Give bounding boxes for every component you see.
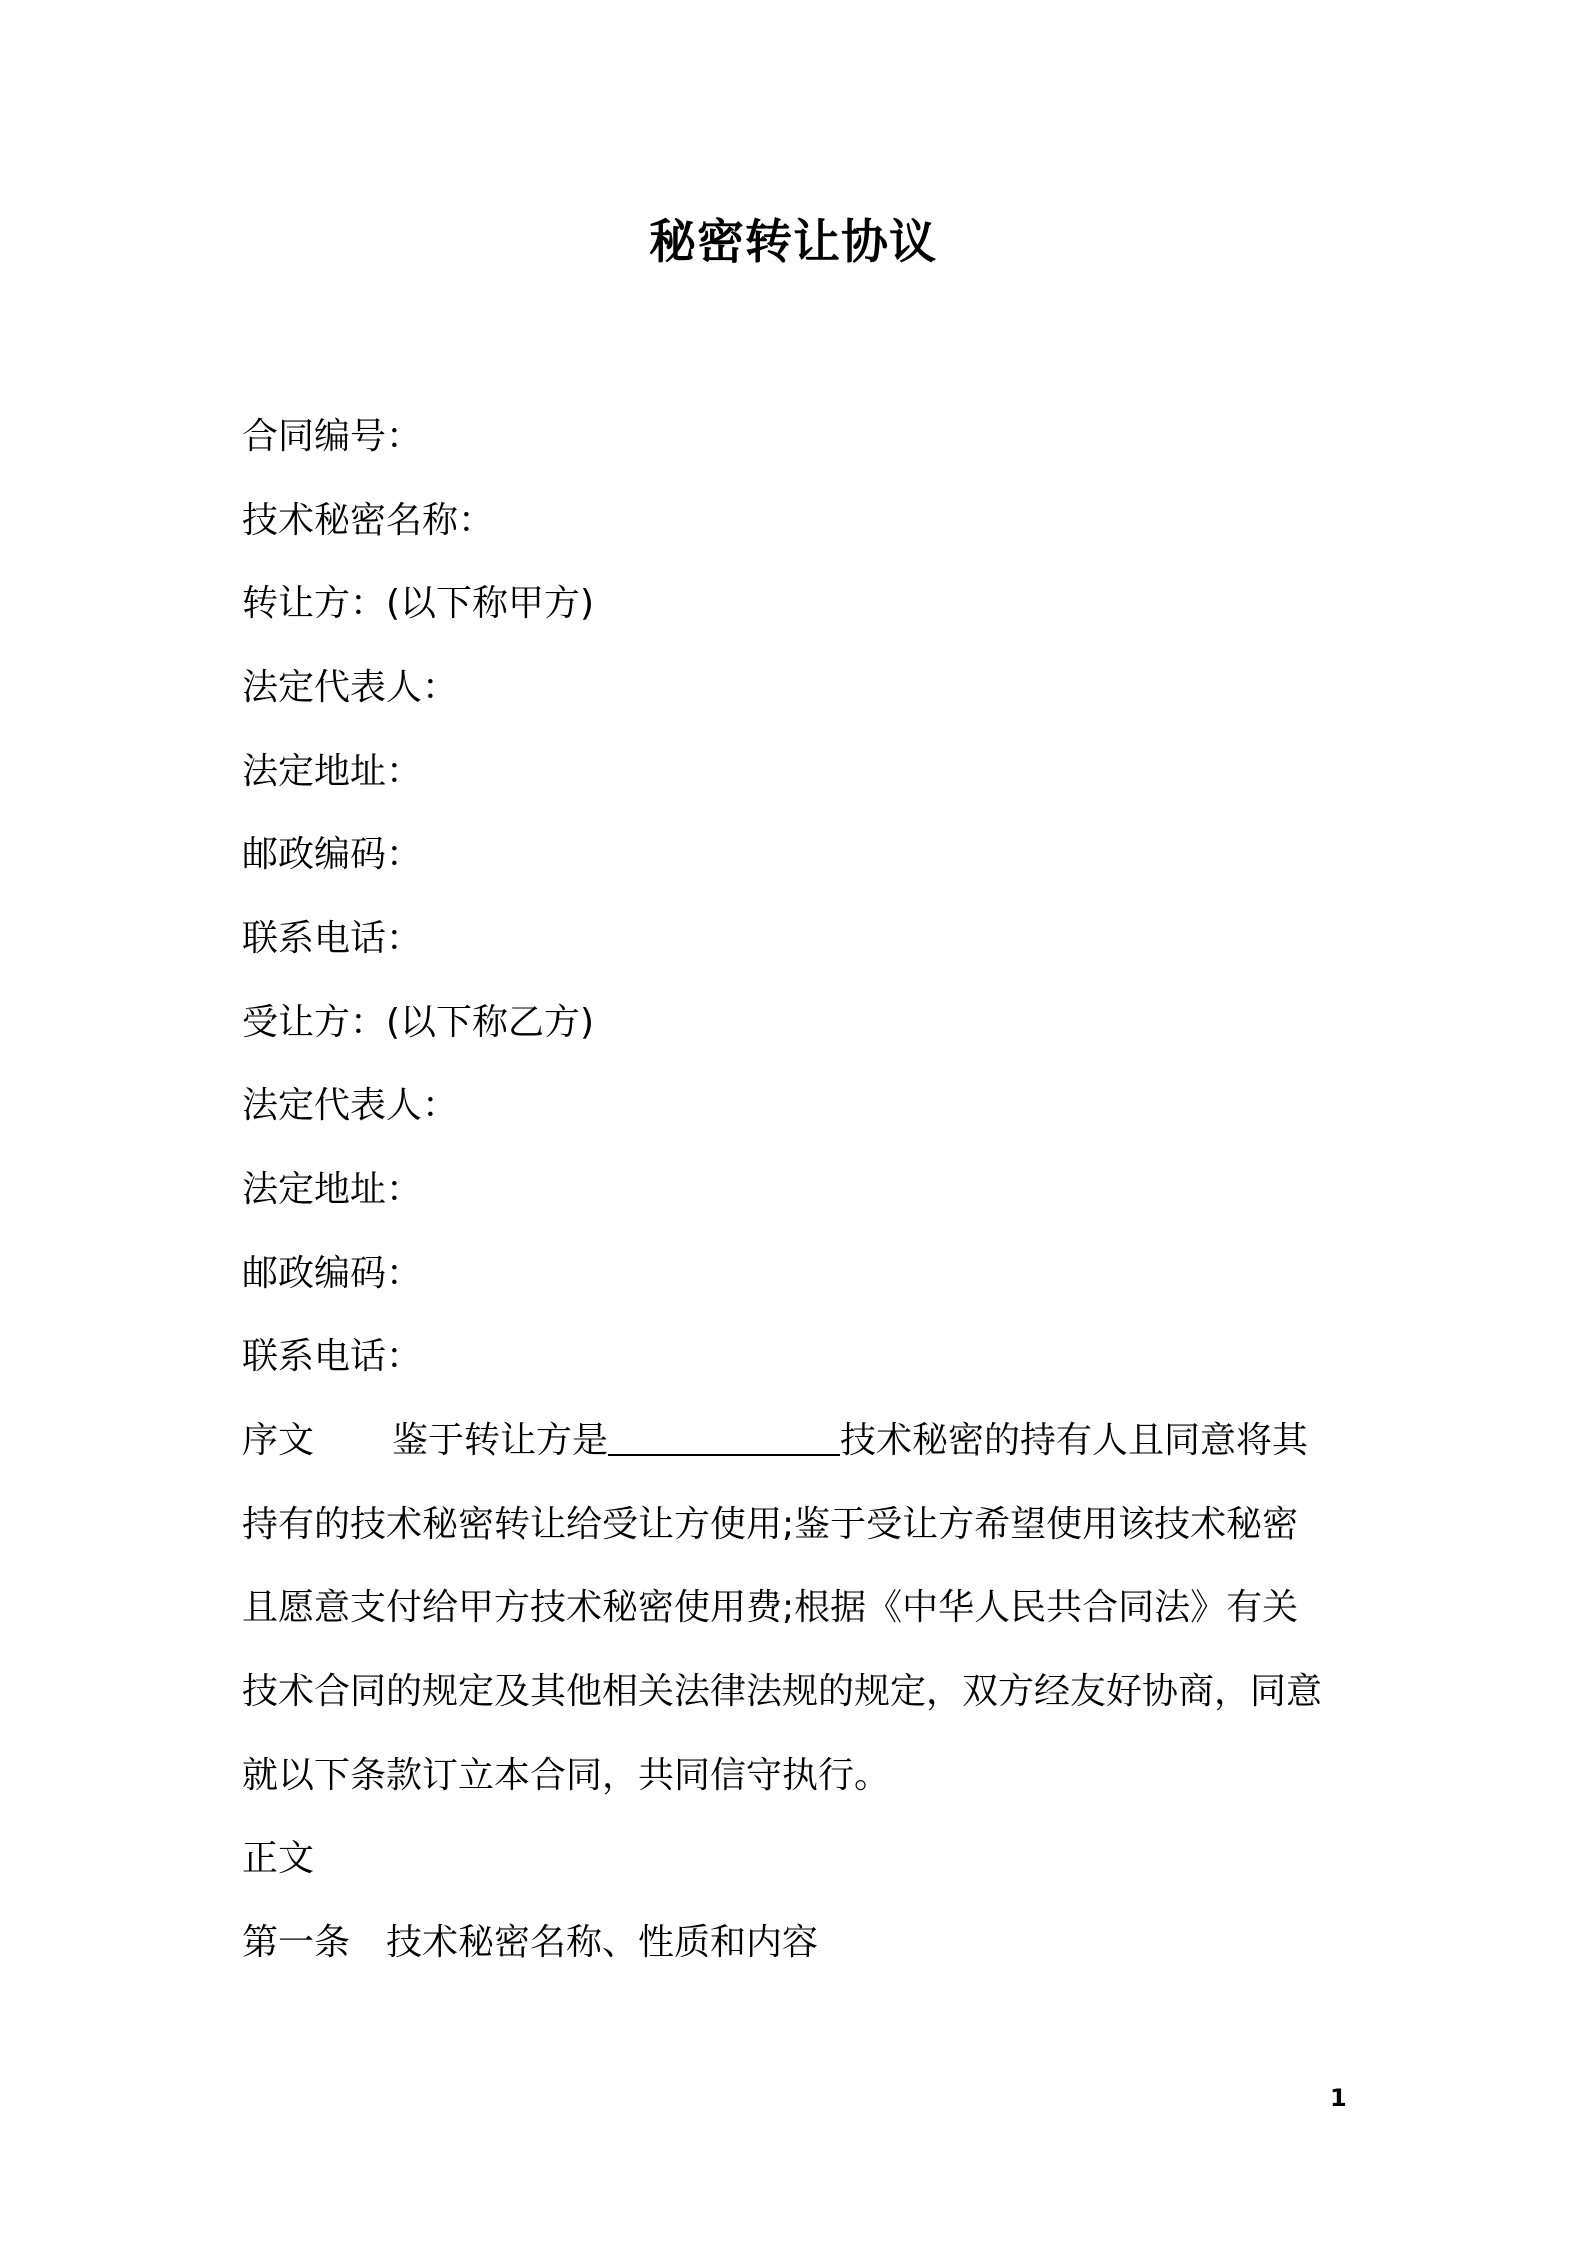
- field-transferor-address: 法定地址：: [242, 751, 423, 792]
- preamble-line-3: 且愿意支付给甲方技术秘密使用费;根据《中华人民共合同法》有关: [242, 1587, 1299, 1628]
- preamble-label: 序文: [242, 1420, 315, 1461]
- preamble-text-before-blank: 鉴于转让方是: [392, 1420, 609, 1461]
- article-1-heading: 第一条 技术秘密名称、性质和内容: [242, 1922, 819, 1963]
- field-transferee-postcode: 邮政编码：: [242, 1253, 423, 1294]
- field-transferor: 转让方：(以下称甲方): [242, 583, 595, 624]
- fill-in-blank: [608, 1424, 840, 1456]
- field-transferee-phone: 联系电话：: [242, 1336, 423, 1377]
- preamble-line-5: 就以下条款订立本合同，共同信守执行。: [242, 1755, 891, 1796]
- field-transferor-phone: 联系电话：: [242, 918, 423, 959]
- document-title: 秘密转让协议: [649, 215, 937, 270]
- preamble-line-2: 持有的技术秘密转让给受让方使用;鉴于受让方希望使用该技术秘密: [242, 1504, 1299, 1545]
- field-tech-secret-name: 技术秘密名称：: [242, 500, 495, 541]
- preamble-text-after-blank: 技术秘密的持有人且同意将其: [840, 1420, 1309, 1461]
- field-transferee: 受让方：(以下称乙方): [242, 1002, 595, 1043]
- field-transferor-legal-rep: 法定代表人：: [242, 667, 459, 708]
- preamble-line-4: 技术合同的规定及其他相关法律法规的规定，双方经友好协商，同意: [242, 1671, 1323, 1712]
- field-transferee-address: 法定地址：: [242, 1169, 423, 1210]
- preamble-line-1: [242, 1416, 1352, 1466]
- field-contract-number: 合同编号：: [242, 416, 423, 457]
- page-number: 1: [1330, 2084, 1347, 2112]
- field-transferor-postcode: 邮政编码：: [242, 834, 423, 875]
- field-transferee-legal-rep: 法定代表人：: [242, 1085, 459, 1126]
- body-heading: 正文: [242, 1838, 315, 1879]
